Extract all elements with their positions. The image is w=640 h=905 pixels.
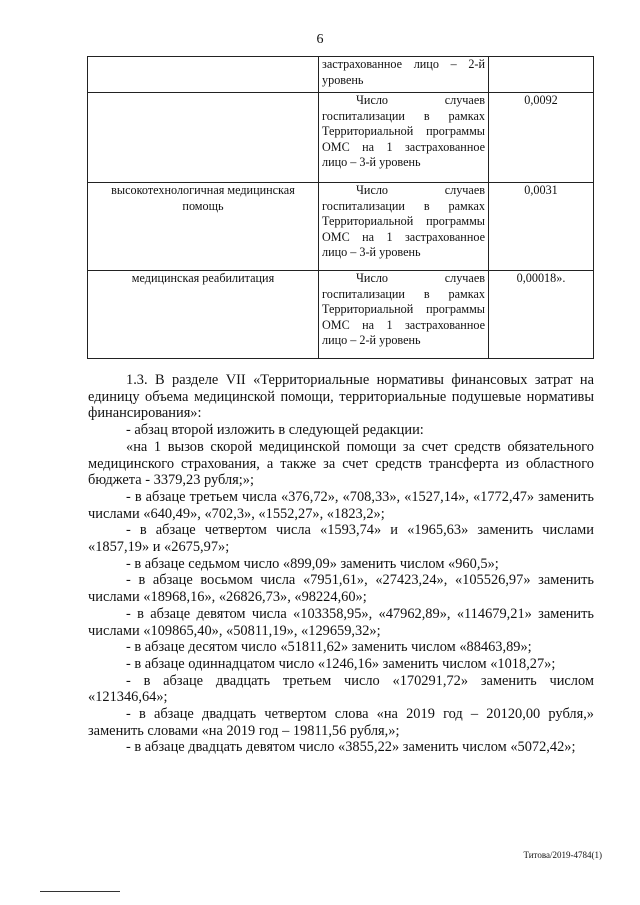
amendment-item: - в абзаце четвертом числа «1593,74» и «1965,63» заменить числами «1857,19» и «2675,97»;	[88, 522, 594, 556]
indicator-text: Число случаев госпитализации в рамках Территориальной программы ОМС на 1 застрахованное лицо – 3-й уровень	[322, 183, 485, 259]
amendment-item: - в абзаце одиннадцатом число «1246,16» заменить числом «1018,27»;	[126, 655, 556, 672]
section-heading-paragraph: 1.3. В разделе VII «Территориальные нормативы финансовых затрат на единицу объема медицинской помощи, территориальные подушевые нормативы финансирования»:	[88, 372, 594, 422]
value-cell: 0,00018».	[489, 271, 594, 359]
indicator-text: Число случаев госпитализации в рамках Территориальной программы ОМС на 1 застрахованное лицо – 3-й уровень	[322, 93, 485, 169]
amendment-item: - в абзаце восьмом числа «7951,61», «27423,24», «105526,97» заменить числами «18968,16», «26826,73», «98224,60»;	[88, 572, 594, 606]
indicator-cell	[319, 271, 489, 359]
table-row	[88, 57, 594, 93]
amendment-item: - в абзаце третьем числа «376,72», «708,33», «1527,14», «1772,47» заменить числами «640,49», «702,3», «1552,27», «1823,2»;	[88, 488, 594, 522]
indicator-text: Число случаев госпитализации в рамках Территориальной программы ОМС на 1 застрахованное лицо – 2-й уровень	[322, 271, 485, 347]
amendment-item: - в абзаце десятом число «51811,62» заменить числом «88463,89»;	[126, 639, 532, 656]
value-cell	[489, 57, 594, 93]
amendment-item: - в абзаце двадцать третьем число «170291,72» заменить числом «121346,64»;	[88, 672, 594, 706]
table-row	[88, 271, 594, 359]
indicator-cell: застрахованное лицо – 2-й уровень	[319, 57, 489, 93]
amendment-item: - в абзаце седьмом число «899,09» заменить числом «960,5»;	[126, 555, 499, 572]
care-type-cell	[88, 57, 319, 93]
care-type-cell: медицинская реабилитация	[88, 271, 319, 359]
amendment-item: - в абзаце девятом числа «103358,95», «47962,89», «114679,21» заменить числами «109865,40», «50811,19», «129659,32»;	[88, 605, 594, 639]
amendment-text	[88, 372, 594, 756]
care-type-cell	[88, 93, 319, 183]
indicator-cell	[319, 93, 489, 183]
document-code: Титова/2019-4784(1)	[523, 850, 602, 860]
amendment-item: - в абзаце двадцать девятом число «3855,22» заменить числом «5072,42»;	[126, 739, 576, 756]
footer-divider	[40, 891, 120, 892]
table-row	[88, 93, 594, 183]
amendment-item: - в абзаце двадцать четвертом слова «на 2019 год – 20120,00 рубля,» заменить словами «на 2019 год – 19811,56 рубля,»;	[88, 706, 594, 739]
page-number: 6	[316, 32, 324, 47]
amendment-item: - абзац второй изложить в следующей редакции:	[126, 422, 424, 439]
amendment-item: «на 1 вызов скорой медицинской помощи за счет средств обязательного медицинского страхования, а также за счет средств трансферта из областного бюджета - 3379,23 рубля;»;	[88, 438, 594, 489]
value-cell: 0,0092	[489, 93, 594, 183]
norms-table	[87, 56, 594, 359]
care-type-cell: высокотехнологичная медицинская помощь	[88, 183, 319, 271]
value-cell: 0,0031	[489, 183, 594, 271]
indicator-cell	[319, 183, 489, 271]
table-row	[88, 183, 594, 271]
